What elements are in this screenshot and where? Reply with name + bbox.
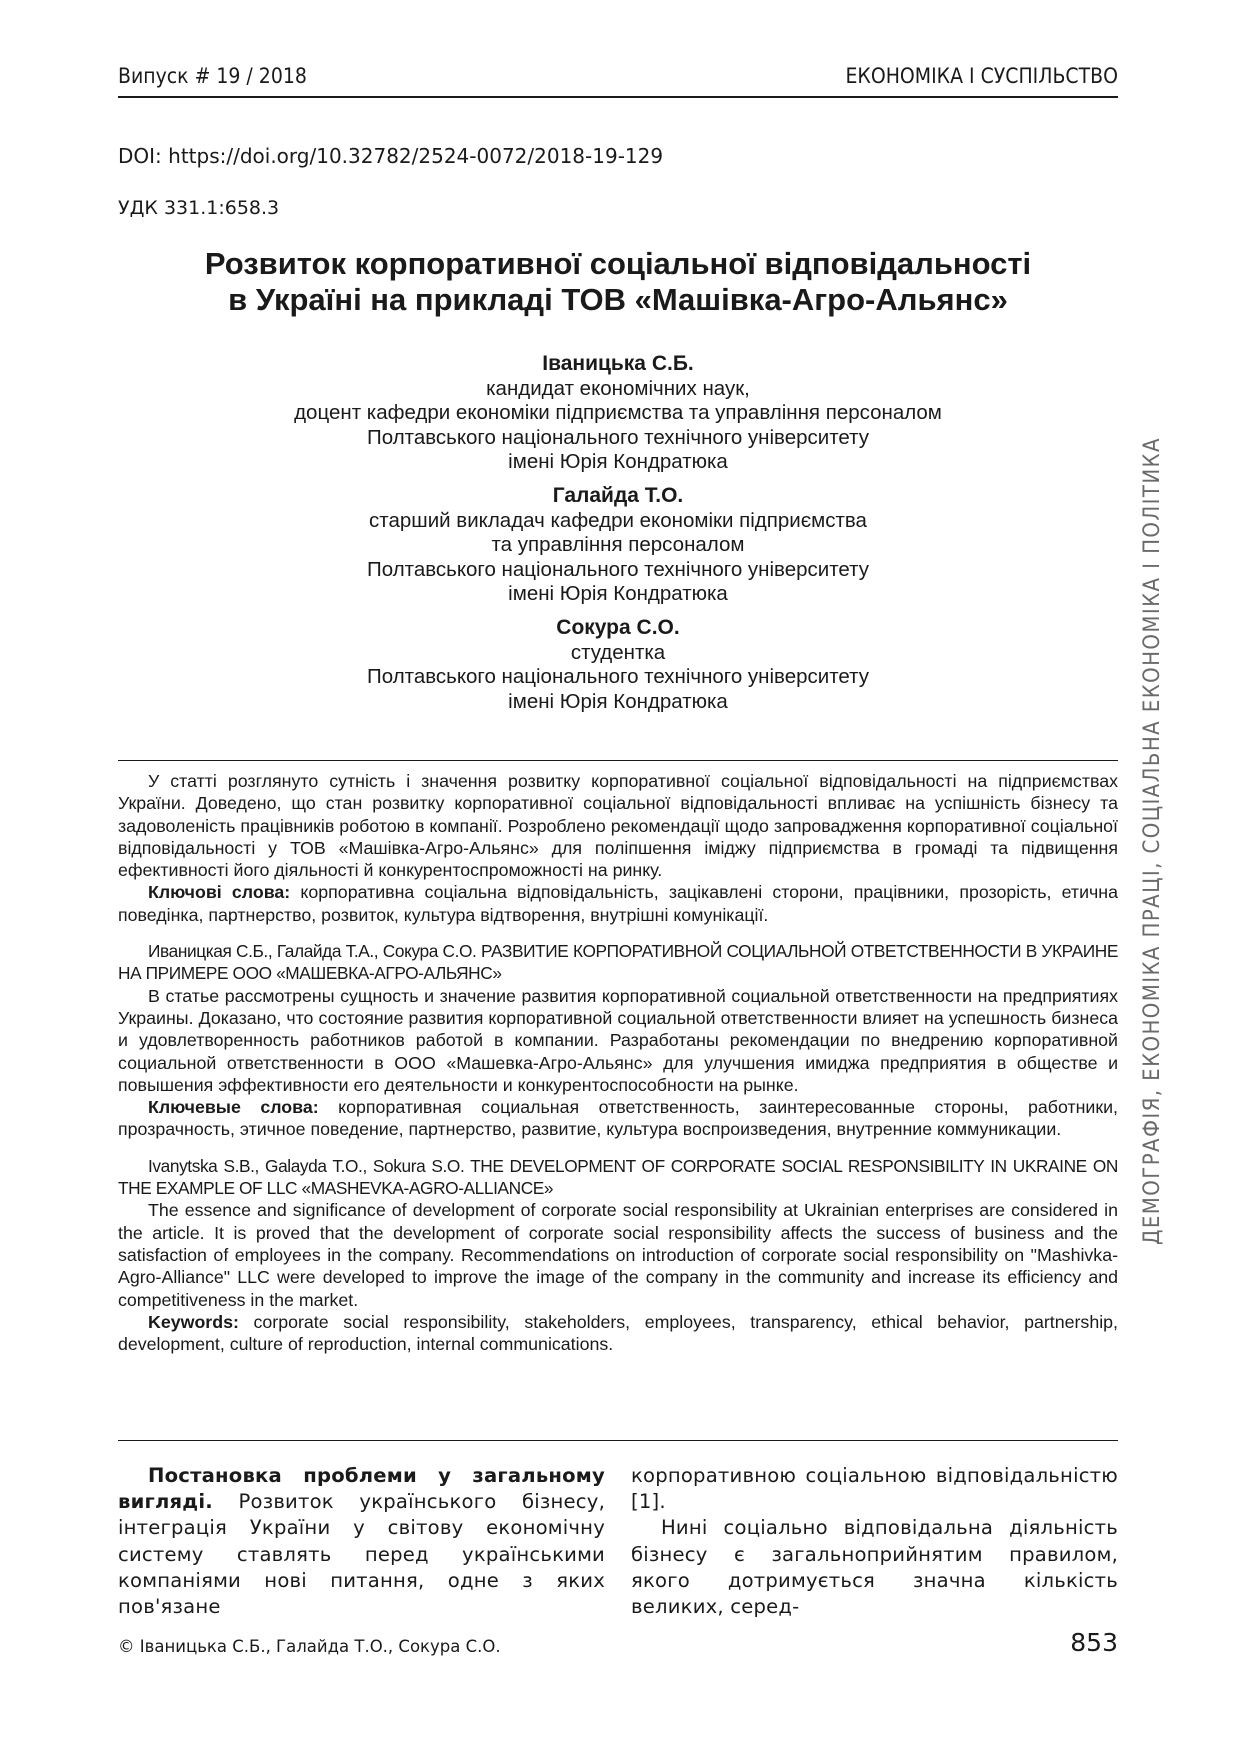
title-line: в Україні на прикладі ТОВ «Машівка-Агро-Альянс» <box>228 282 1008 317</box>
keywords-list: корпоративная социальная ответственность, заинтересованные стороны, работники, прозрачность, этичное поведение, партнерство, развитие, культура воспроизведения, внутренние коммуникации. <box>118 1097 1119 1140</box>
author-affiliation-line: імені Юрія Кондратюка <box>508 689 728 713</box>
abstract-en-keywords <box>118 1311 1118 1356</box>
author-name: Сокура С.О. <box>556 615 680 639</box>
author-3 <box>118 616 1118 714</box>
author-affiliation-line: Полтавського національного технічного університету <box>367 425 869 449</box>
doi-link[interactable]: DOI: https://doi.org/10.32782/2524-0072/2018-19-129 <box>118 144 664 168</box>
journal-name: ЕКОНОМІКА І СУСПІЛЬСТВО <box>845 64 1118 88</box>
keywords-label: Ключові слова: <box>148 882 291 903</box>
udk-code: УДК 331.1:658.3 <box>118 197 280 219</box>
page-number: 853 <box>1070 1628 1118 1657</box>
author-1 <box>118 352 1118 475</box>
abstract-ru-keywords <box>118 1096 1118 1141</box>
abstract-ua-text: У статті розглянуто сутність і значення розвитку корпоративної соціальної відповідальності на підприємствах України. Доведено, що стан розвитку корпоративної соціальної відповідальності впливає на успішність бізнесу та задоволеність працівників роботою в компанії. Розроблено рекомендації щодо запровадження корпоративної соціальної відповідальності у ТОВ «Машівка-Агро-Альянс» для поліпшення іміджу підприємства в громаді та підвищення ефективності його діяльності й конкурентоспроможності на ринку. <box>118 771 1118 881</box>
author-name: Галайда Т.О. <box>552 483 684 507</box>
author-affiliation-line: доцент кафедри економіки підприємства та управління персоналом <box>294 401 942 425</box>
body-column-right <box>631 1463 1118 1620</box>
keywords-list: corporate social responsibility, stakeholders, employees, transparency, ethical behavior, partnership, development, culture of reproduction, internal communications. <box>118 1311 1118 1355</box>
article-title <box>118 246 1118 318</box>
keywords-label: Ключевые слова: <box>148 1097 319 1118</box>
body-paragraph <box>118 1463 605 1620</box>
author-affiliation-line: Полтавського національного технічного університету <box>367 557 869 581</box>
body-paragraph: корпоративною соціальною відповідальністю [1]. <box>631 1464 1118 1514</box>
abstract-ru-text: В статье рассмотрены сущность и значение развития корпоративной социальной ответственности на предприятиях Украины. Доказано, что состояние развития корпоративной социальной ответственности влияет на успешность бизнеса и удовлетворенность работников работой в компании. Разработаны рекомендации по внедрению корпоративной социальной ответственности в ООО «Машевка-Агро-Альянс» для улучшения имиджа предприятия в обществе и повышения эффективности его деятельности и конкурентоспособности на рынке. <box>118 985 1118 1095</box>
abstract-top-divider <box>118 760 1118 761</box>
keywords-label: Keywords: <box>148 1311 239 1332</box>
abstracts <box>118 770 1118 1355</box>
authors-block <box>118 352 1118 714</box>
section-heading: Постановка проблеми у загальному вигляді. <box>118 1464 605 1514</box>
running-header <box>118 60 1118 98</box>
issue-label: Випуск # 19 / 2018 <box>118 64 307 88</box>
body-text: Розвиток українського бізнесу, інтеграція України у світову економічну систему ставлять перед українськими компаніями нові питання, одне з яких пов'язане <box>118 1490 605 1619</box>
keywords-list: корпоративна соціальна відповідальність, зацікавлені сторони, працівники, прозорість, етична поведінка, партнерство, розвиток, культура відтворення, внутрішні комунікації. <box>118 882 1118 925</box>
author-affiliation-line: імені Юрія Кондратюка <box>508 582 728 606</box>
abstract-bottom-divider <box>118 1440 1118 1441</box>
author-affiliation-line: старший викладач кафедри економіки підприємства <box>369 508 867 532</box>
copyright: © Іваницька С.Б., Галайда Т.О., Сокура С.О. <box>118 1637 501 1656</box>
abstract-ua-keywords <box>118 881 1118 926</box>
author-affiliation-line: та управління персоналом <box>491 533 745 557</box>
body-column-left <box>118 1463 605 1620</box>
author-2 <box>118 484 1118 607</box>
body-paragraph: Нині соціально відповідальна діяльність бізнесу є загальноприйнятим правилом, якого дотримується значна кількість великих, серед- <box>631 1516 1118 1619</box>
abstract-en-text: The essence and significance of development of corporate social responsibility at Ukrainian enterprises are considered in the article. It is proved that the development of corporate social responsibility affects the success of business and the satisfaction of employees in the company. Recommendations on introduction of corporate social responsibility on "Mashivka-Agro-Alliance" LLC were developed to improve the image of the company in the community and increase its efficiency and competitiveness in the market. <box>118 1200 1118 1310</box>
author-name: Іваницька С.Б. <box>542 352 694 375</box>
abstract-en-reference: Ivanytska S.B., Galayda T.O., Sokura S.O. THE DEVELOPMENT OF CORPORATE SOCIAL RESPONSIBILITY IN UKRAINE ON THE EXAMPLE OF LLC «MASHEVKA-AGRO-ALLIANCE» <box>118 1155 1118 1199</box>
author-affiliation-line: студентка <box>570 640 666 664</box>
section-side-label: ДЕМОГРАФІЯ, ЕКОНОМІКА ПРАЦІ, СОЦІАЛЬНА ЕКОНОМІКА І ПОЛІТИКА <box>1140 437 1165 1245</box>
author-affiliation-line: Полтавського національного технічного університету <box>367 665 869 689</box>
abstract-ru-reference: Иваницкая С.Б., Галайда Т.А., Сокура С.О. РАЗВИТИЕ КОРПОРАТИВНОЙ СОЦИАЛЬНОЙ ОТВЕТСТВЕННОСТИ В УКРАИНЕ НА ПРИМЕРЕ ООО «МАШЕВКА-АГРО-АЛЬЯНС» <box>118 941 1118 984</box>
title-line: Розвиток корпоративної соціальної відповідальності <box>204 246 1032 281</box>
author-affiliation-line: кандидат економічних наук, <box>486 376 750 400</box>
author-affiliation-line: імені Юрія Кондратюка <box>508 450 728 474</box>
